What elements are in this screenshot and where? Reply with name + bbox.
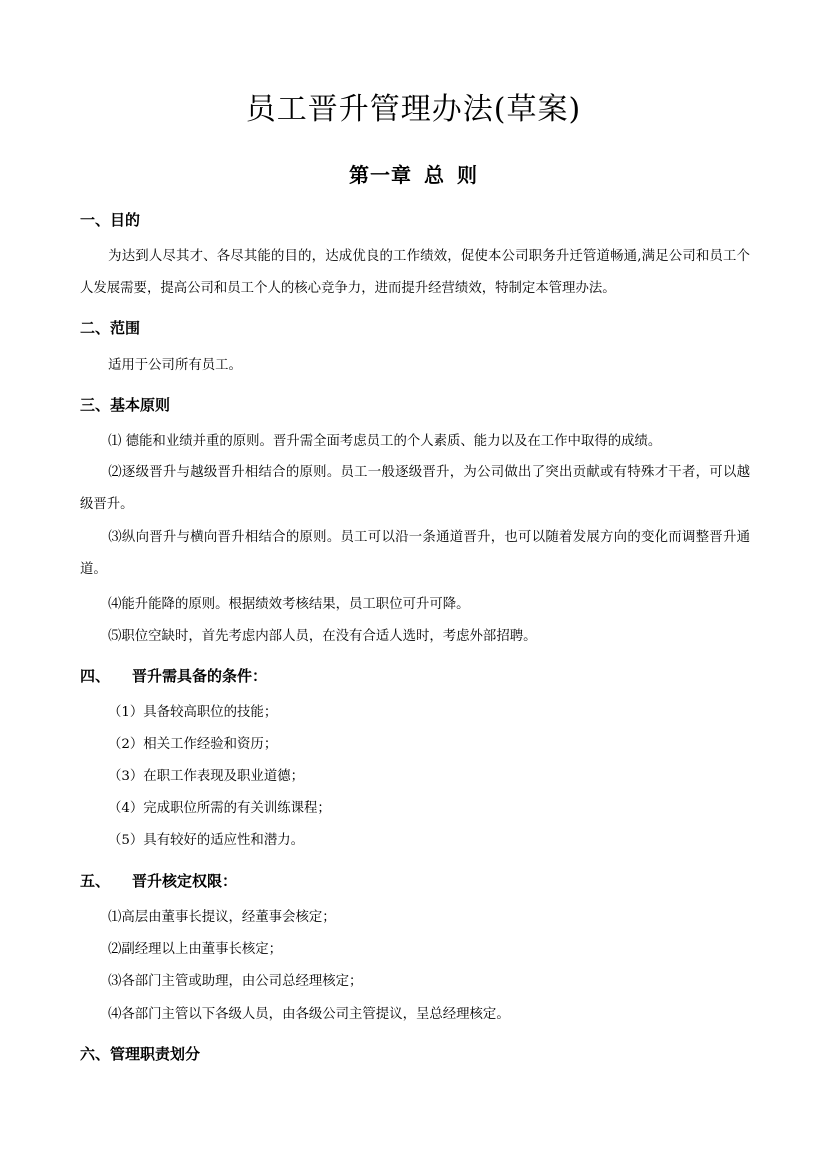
section-heading-authority [80, 870, 237, 892]
section-paragraph-scope: 适用于公司所有员工。 [108, 358, 242, 373]
principle-item: ⑸职位空缺时，首先考虑内部人员，在没有合适人选时，考虑外部招聘。 [108, 629, 537, 644]
principle-item-text: ⑶纵向晋升与横向晋升相结合的原则。员工可以沿一条通道晋升，也可以随着发展方向的变化而调整晋升通道。 [80, 530, 750, 577]
principle-item: ⑷能升能降的原则。根据绩效考核结果，员工职位可升可降。 [108, 597, 470, 612]
section-heading-scope: 二、范围 [80, 319, 141, 337]
authority-heading-number: 五、 [80, 872, 111, 890]
principle-item [80, 522, 750, 586]
chapter-name-part1: 总 [424, 163, 445, 187]
authority-item: ⑶各部门主管或助理，由公司总经理核定； [108, 974, 363, 989]
authority-item: ⑷各部门主管以下各级人员，由各级公司主管提议，呈总经理核定。 [108, 1007, 510, 1022]
authority-heading-text: 晋升核定权限： [132, 872, 238, 890]
conditions-heading-text: 晋升需具备的条件： [132, 667, 268, 685]
section-heading-conditions [80, 665, 267, 687]
document-title: 员工晋升管理办法(草案) [245, 92, 582, 127]
section-paragraph-purpose [80, 241, 750, 305]
principle-item [80, 457, 750, 521]
authority-item: ⑵副经理以上由董事长核定； [108, 942, 283, 957]
chapter-name-part2: 则 [457, 163, 478, 187]
condition-item: （3）在职工作表现及职业道德； [108, 769, 304, 784]
principle-item: ⑴ 德能和业绩并重的原则。晋升需全面考虑员工的个人素质、能力以及在工作中取得的成绩。 [108, 434, 662, 449]
condition-item: （2）相关工作经验和资历； [108, 737, 278, 752]
chapter-heading [0, 160, 827, 190]
section-heading-principles: 三、基本原则 [80, 396, 171, 414]
principle-item-text: ⑵逐级晋升与越级晋升相结合的原则。员工一般逐级晋升，为公司做出了突出贡献或有特殊才干者，可以越级晋升。 [80, 465, 750, 512]
authority-item: ⑴高层由董事长提议，经董事会核定； [108, 910, 336, 925]
condition-item: （5）具有较好的适应性和潜力。 [108, 833, 304, 848]
chapter-prefix: 第一章 [349, 163, 412, 187]
conditions-heading-number: 四、 [80, 667, 111, 685]
condition-item: （1）具备较高职位的技能； [108, 705, 278, 720]
section-heading-responsibilities: 六、管理职责划分 [80, 1045, 201, 1063]
condition-item: （4）完成职位所需的有关训练课程； [108, 801, 331, 816]
purpose-text: 为达到人尽其才、各尽其能的目的，达成优良的工作绩效，促使本公司职务升迁管道畅通,满足公司和员工个人发展需要，提高公司和员工个人的核心竞争力，进而提升经营绩效，特制定本管理办法。 [80, 249, 750, 296]
section-heading-purpose: 一、目的 [80, 211, 141, 229]
